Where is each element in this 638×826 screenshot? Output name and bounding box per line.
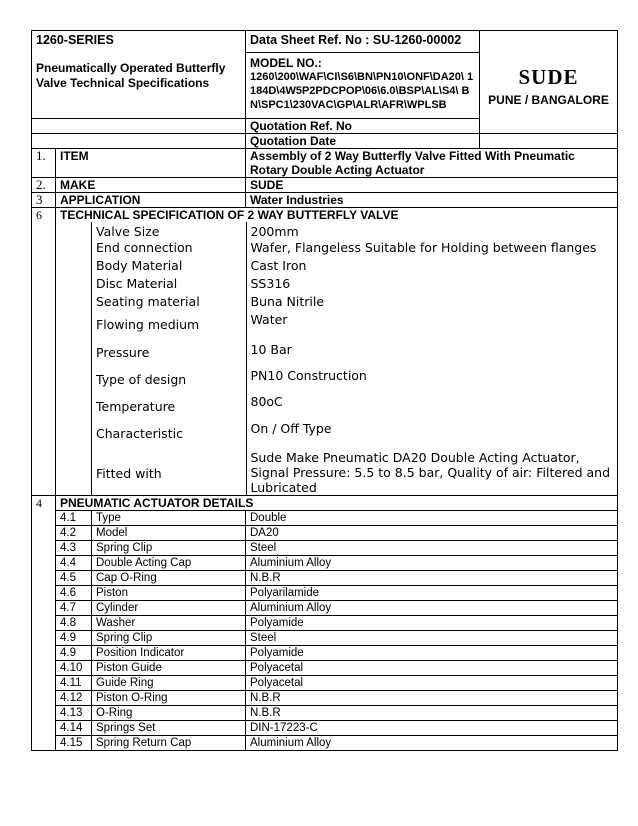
actuator-row-label: O-Ring [92, 706, 246, 721]
item-number: 3 [32, 193, 56, 208]
item-label: APPLICATION [56, 193, 246, 208]
ref-model-cell [246, 31, 480, 119]
section-number-spacer [32, 676, 56, 691]
actuator-row-number: 4.8 [56, 616, 92, 631]
actuator-row-value: Steel [246, 541, 618, 556]
section-number-spacer [32, 526, 56, 541]
spec-block [92, 222, 618, 496]
actuator-row [32, 541, 618, 556]
actuator-table [31, 510, 618, 751]
actuator-row-value: Polyarilamide [246, 586, 618, 601]
section-number-spacer [32, 222, 56, 496]
actuator-row-number: 4.11 [56, 676, 92, 691]
spec-value: Sude Make Pneumatic DA20 Double Acting Actuator, Signal Pressure: 5.5 to 8.5 bar, Quality of air: Filtered and Lubricated [246, 444, 617, 495]
spec-label: Body Material [96, 258, 183, 273]
actuator-row-value: Aluminium Alloy [246, 601, 618, 616]
section-number-spacer [32, 646, 56, 661]
actuator-row-label: Position Indicator [92, 646, 246, 661]
actuator-row [32, 586, 618, 601]
actuator-row-number: 4.9 [56, 646, 92, 661]
actuator-row-value: Polyamide [246, 646, 618, 661]
model-label: MODEL NO.: [250, 56, 322, 70]
spec-value: 200mm [246, 222, 617, 240]
actuator-row-label: Piston Guide [92, 661, 246, 676]
spec-value: PN10 Construction [246, 363, 617, 390]
spec-label: Type of design [96, 372, 187, 387]
item-row [32, 149, 618, 178]
actuator-row-label: Springs Set [92, 721, 246, 736]
item-label: MAKE [56, 178, 246, 193]
actuator-row [32, 511, 618, 526]
actuator-row [32, 556, 618, 571]
section-title: PNEUMATIC ACTUATOR DETAILS [56, 496, 618, 511]
actuator-row-number: 4.15 [56, 736, 92, 751]
actuator-row-number: 4.1 [56, 511, 92, 526]
actuator-row-number: 4.7 [56, 601, 92, 616]
section-number-spacer [32, 616, 56, 631]
quotation-date-value [480, 134, 618, 149]
item-value: Assembly of 2 Way Butterfly Valve Fitted With Pneumatic Rotary Double Acting Actuator [246, 149, 618, 178]
actuator-row-label: Type [92, 511, 246, 526]
spec-value: On / Off Type [246, 417, 617, 444]
actuator-row-value: Aluminium Alloy [246, 736, 618, 751]
document-subtitle: Pneumatically Operated Butterfly Valve Technical Specifications [36, 61, 226, 90]
quotation-ref-blank [32, 119, 246, 134]
actuator-row-number: 4.9 [56, 631, 92, 646]
actuator-row-number: 4.6 [56, 586, 92, 601]
actuator-row [32, 661, 618, 676]
actuator-row-value: N.B.R [246, 571, 618, 586]
actuator-row-value: Polyamide [246, 616, 618, 631]
spec-value: SS316 [246, 276, 617, 294]
spec-label: Temperature [96, 399, 176, 414]
section-number-spacer [32, 661, 56, 676]
section-number-spacer [32, 691, 56, 706]
actuator-row [32, 631, 618, 646]
section-number-spacer [32, 631, 56, 646]
section-number-spacer [32, 571, 56, 586]
section-number-spacer [32, 706, 56, 721]
spec-list [92, 222, 617, 495]
actuator-row-value: Double [246, 511, 618, 526]
model-number: 1260\200\WAF\CI\S6\BN\PN10\ONF\DA20\ 1184D\4W5P2PDCPOP\06\6.0\BSP\AL\S4\ BN\SPC1\230VAC\GP\ALR\AFR\WPLSB [250, 71, 474, 111]
item-number: 2. [32, 178, 56, 193]
actuator-row-label: Piston [92, 586, 246, 601]
actuator-row-number: 4.10 [56, 661, 92, 676]
spec-value: 80oC [246, 390, 617, 417]
section-number-spacer [32, 541, 56, 556]
actuator-row [32, 721, 618, 736]
company-location: PUNE / BANGALORE [488, 93, 609, 107]
quotation-ref-label: Quotation Ref. No [246, 119, 480, 134]
actuator-row [32, 706, 618, 721]
actuator-row-label: Guide Ring [92, 676, 246, 691]
section-number-spacer [32, 511, 56, 526]
item-row [32, 193, 618, 208]
data-sheet [31, 30, 617, 751]
actuator-row-label: Cap O-Ring [92, 571, 246, 586]
section-number-spacer [32, 736, 56, 751]
actuator-row [32, 646, 618, 661]
actuator-row-label: Spring Clip [92, 541, 246, 556]
actuator-row [32, 601, 618, 616]
actuator-row-number: 4.2 [56, 526, 92, 541]
spec-indent [56, 222, 92, 496]
series-title: 1260-SERIES [36, 33, 114, 47]
actuator-row [32, 526, 618, 541]
company-logo: SUDE [518, 65, 579, 89]
actuator-row-number: 4.14 [56, 721, 92, 736]
actuator-row-value: DIN-17223-C [246, 721, 618, 736]
spec-value: Buna Nitrile [246, 294, 617, 312]
spec-table [31, 30, 618, 511]
spec-label: End connection [96, 240, 193, 255]
spec-label: Valve Size [96, 224, 160, 239]
item-value: Water Industries [246, 193, 618, 208]
actuator-row-label: Spring Return Cap [92, 736, 246, 751]
actuator-row-number: 4.13 [56, 706, 92, 721]
item-number: 1. [32, 149, 56, 178]
spec-label: Characteristic [96, 426, 183, 441]
actuator-row-value: Steel [246, 631, 618, 646]
actuator-row-label: Spring Clip [92, 631, 246, 646]
actuator-row-value: DA20 [246, 526, 618, 541]
company-logo-cell [480, 31, 618, 134]
spec-value: Water [246, 312, 617, 336]
section-number-spacer [32, 721, 56, 736]
section-number: 4 [32, 496, 56, 511]
actuator-row-label: Double Acting Cap [92, 556, 246, 571]
data-sheet-ref: Data Sheet Ref. No : SU-1260-00002 [246, 33, 479, 53]
actuator-row [32, 616, 618, 631]
item-label: ITEM [56, 149, 246, 178]
section-number-spacer [32, 601, 56, 616]
spec-label: Fitted with [96, 466, 162, 481]
section-title: TECHNICAL SPECIFICATION OF 2 WAY BUTTERFLY VALVE [56, 208, 618, 223]
actuator-row-number: 4.3 [56, 541, 92, 556]
actuator-row-label: Washer [92, 616, 246, 631]
spec-value: 10 Bar [246, 336, 617, 363]
actuator-row-label: Cylinder [92, 601, 246, 616]
quotation-date-blank [32, 134, 246, 149]
section-number-spacer [32, 556, 56, 571]
spec-value: Cast Iron [246, 258, 617, 276]
actuator-row [32, 676, 618, 691]
actuator-row-value: N.B.R [246, 706, 618, 721]
spec-label: Flowing medium [96, 317, 200, 332]
header-title-cell [32, 31, 246, 119]
actuator-row-value: Polyacetal [246, 676, 618, 691]
item-row [32, 178, 618, 193]
actuator-row-label: Piston O-Ring [92, 691, 246, 706]
actuator-row [32, 691, 618, 706]
section-number: 6 [32, 208, 56, 223]
actuator-row [32, 736, 618, 751]
actuator-row-number: 4.12 [56, 691, 92, 706]
actuator-row-label: Model [92, 526, 246, 541]
spec-label: Seating material [96, 294, 200, 309]
item-value: SUDE [246, 178, 618, 193]
actuator-row-value: N.B.R [246, 691, 618, 706]
spec-label: Pressure [96, 345, 150, 360]
actuator-row-number: 4.5 [56, 571, 92, 586]
actuator-row-number: 4.4 [56, 556, 92, 571]
actuator-row-value: Aluminium Alloy [246, 556, 618, 571]
actuator-row-value: Polyacetal [246, 661, 618, 676]
quotation-date-label: Quotation Date [246, 134, 480, 149]
section-number-spacer [32, 586, 56, 601]
spec-label: Disc Material [96, 276, 178, 291]
spec-value: Wafer, Flangeless Suitable for Holding between flanges [246, 240, 617, 258]
actuator-row [32, 571, 618, 586]
